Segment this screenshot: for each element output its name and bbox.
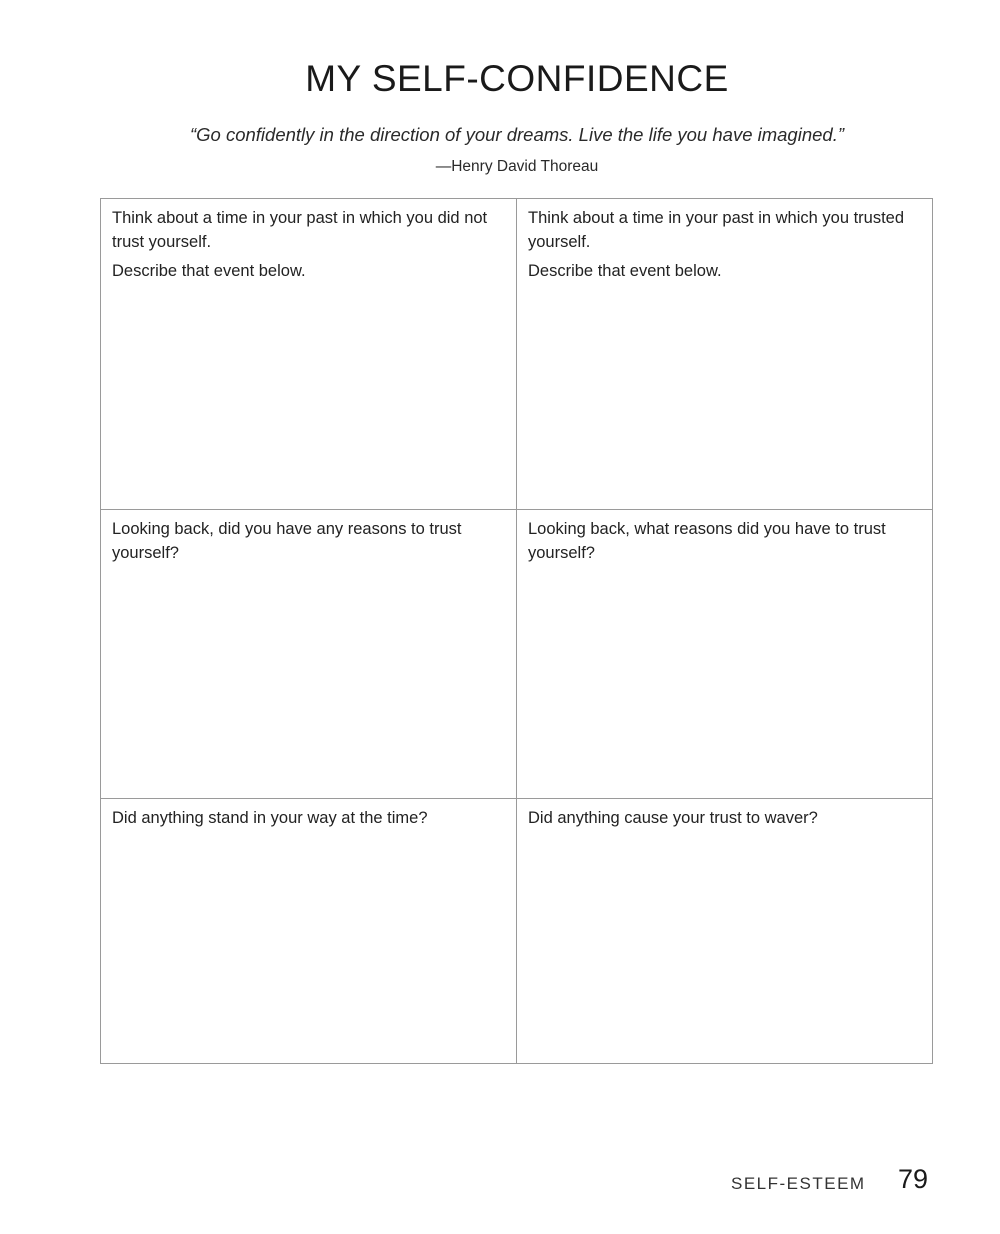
page-title: MY SELF-CONFIDENCE — [305, 58, 729, 99]
cell-instruction: Describe that event below. — [528, 262, 722, 280]
worksheet-cell-waver[interactable] — [517, 799, 932, 1063]
worksheet-cell-trust-reasons[interactable] — [517, 510, 932, 799]
worksheet-cell-distrust-event[interactable] — [101, 199, 517, 510]
quote: “Go confidently in the direction of your dreams. Live the life you have imagined.” — [189, 124, 844, 145]
cell-prompt: Looking back, did you have any reasons to trust yourself? — [112, 520, 462, 562]
worksheet-cell-obstacles[interactable] — [101, 799, 517, 1063]
cell-instruction: Describe that event below. — [112, 262, 306, 280]
cell-prompt: Looking back, what reasons did you have to trust yourself? — [528, 520, 886, 562]
footer-section-label: SELF-ESTEEM — [731, 1174, 866, 1193]
page-number: 79 — [898, 1164, 929, 1194]
worksheet-cell-distrust-reasons[interactable] — [101, 510, 517, 799]
cell-prompt: Did anything stand in your way at the time? — [112, 809, 428, 827]
worksheet-grid — [100, 198, 933, 1064]
worksheet-cell-trust-event[interactable] — [517, 199, 932, 510]
cell-prompt: Did anything cause your trust to waver? — [528, 809, 818, 827]
quote-attribution: —Henry David Thoreau — [435, 158, 599, 175]
cell-prompt: Think about a time in your past in which you did not trust yourself. — [112, 209, 488, 251]
cell-prompt: Think about a time in your past in which you trusted yourself. — [528, 209, 905, 251]
